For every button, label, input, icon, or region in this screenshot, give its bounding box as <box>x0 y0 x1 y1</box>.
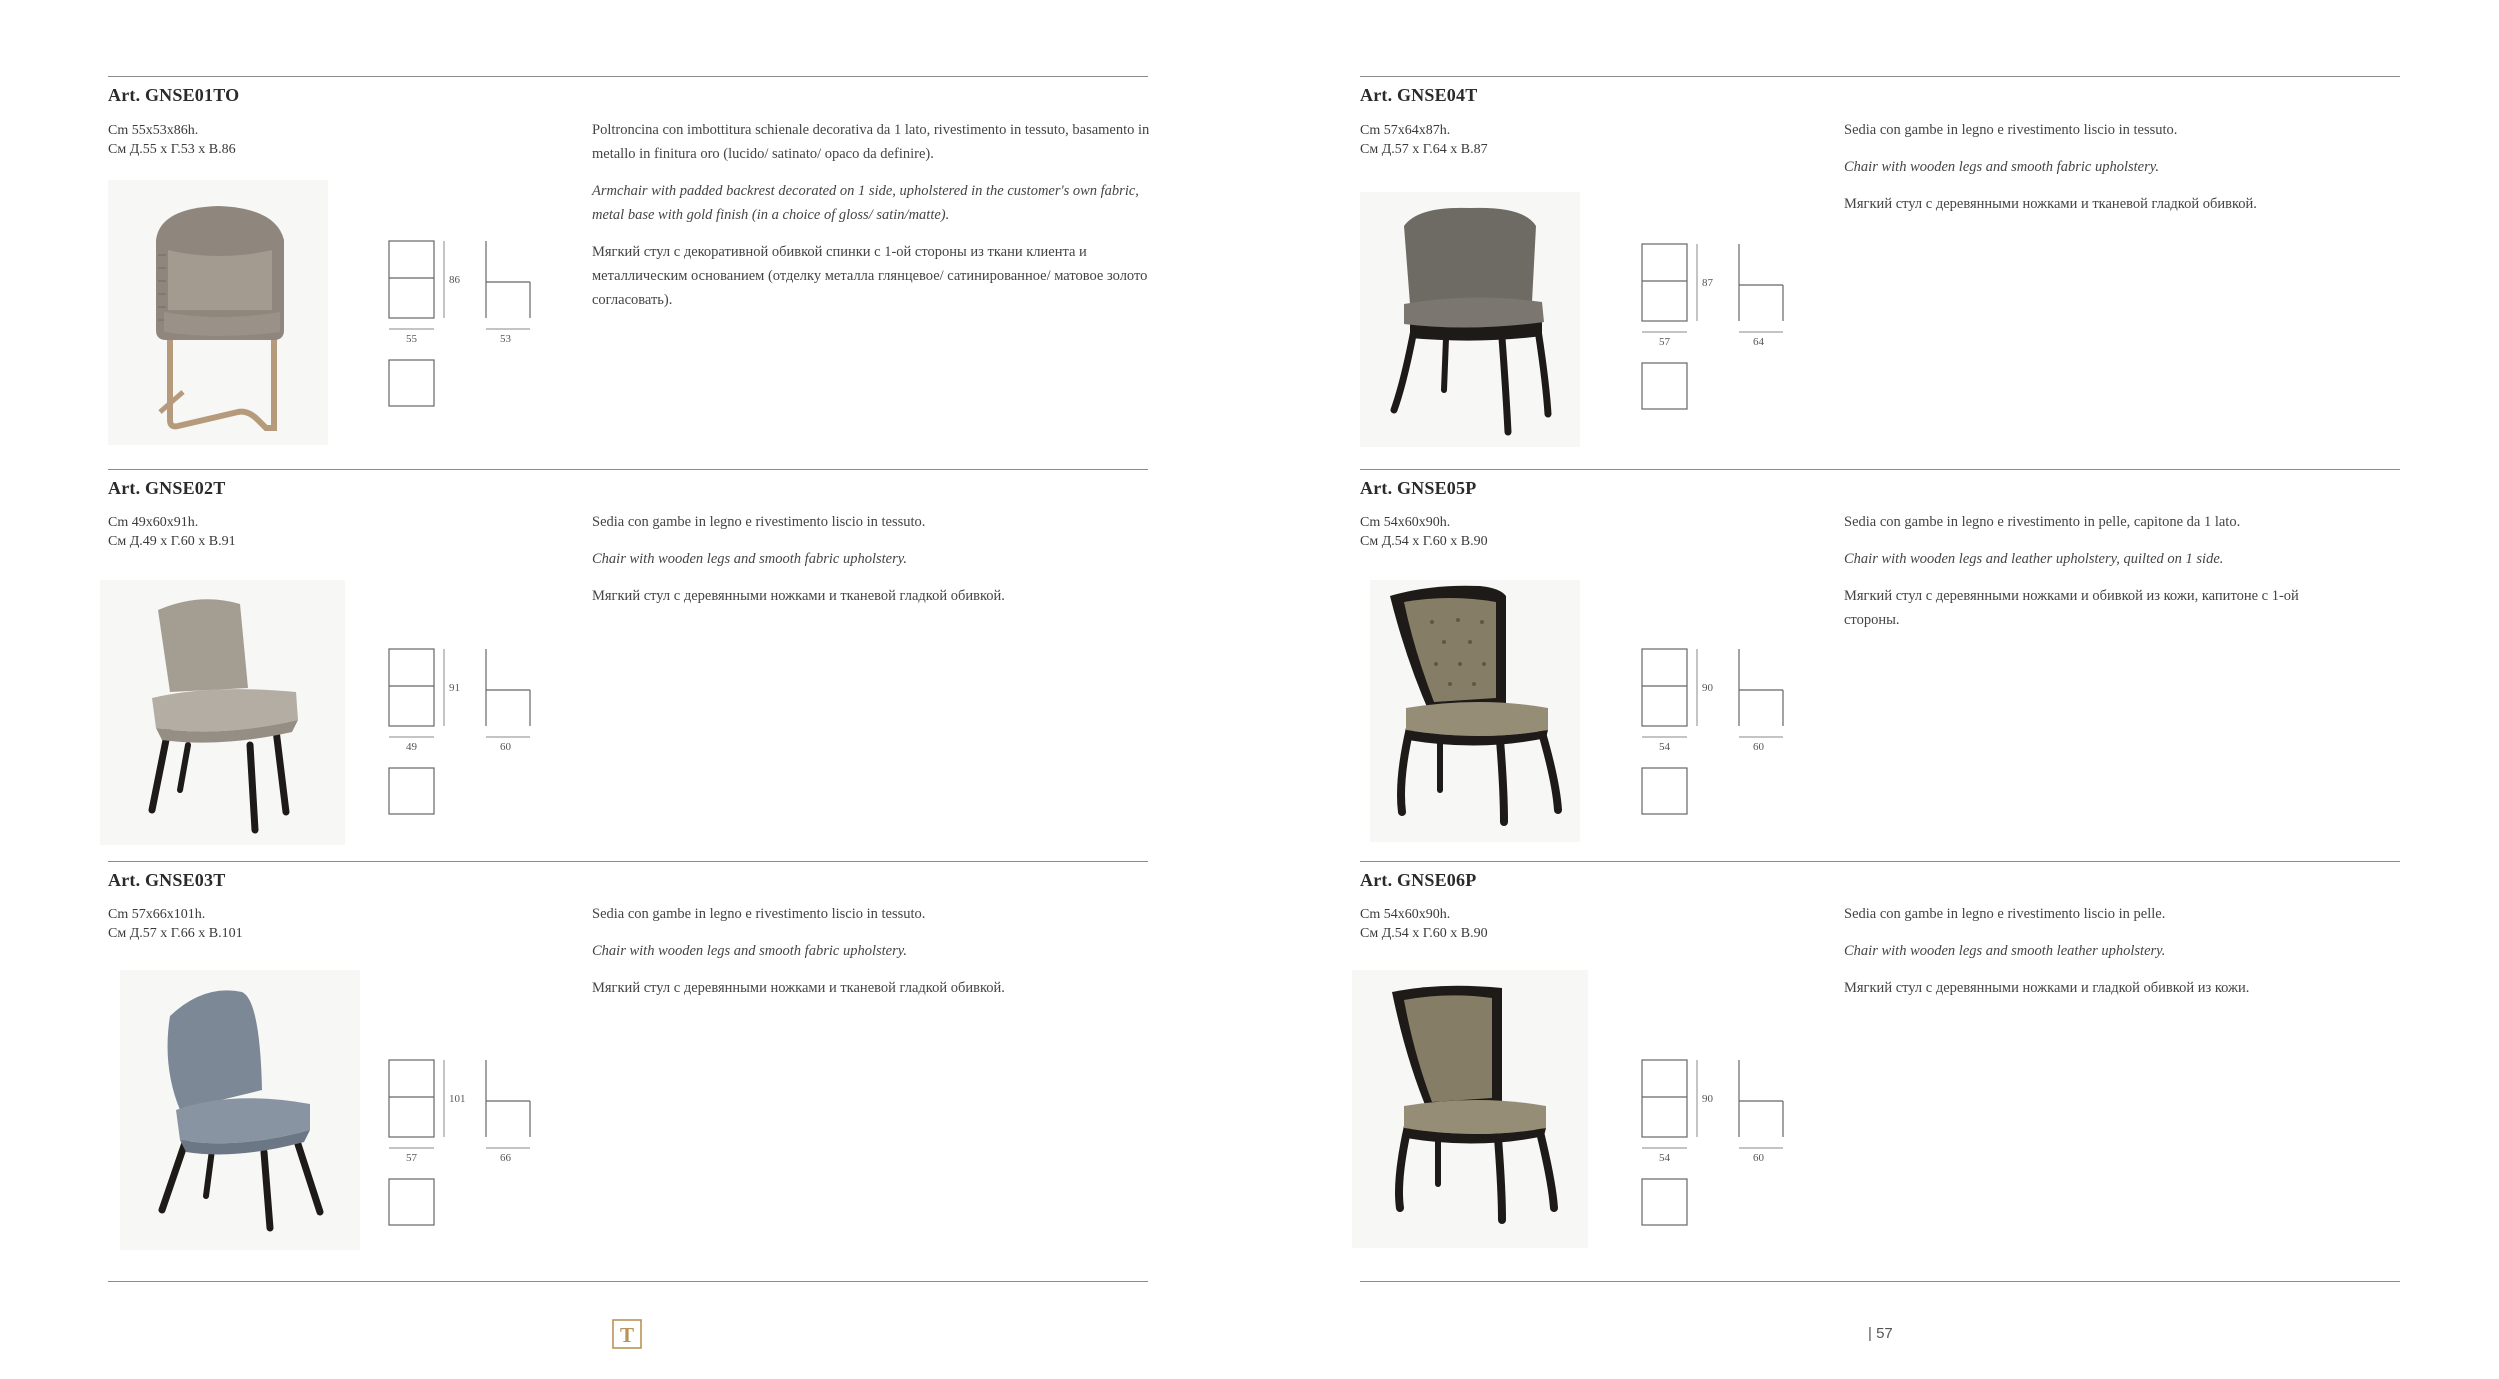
product-description <box>592 118 1152 325</box>
description-en: Chair with wooden legs and leather upholstery, quilted on 1 side. <box>1844 551 2224 567</box>
product-title: Art. GNSE06P <box>1360 870 1477 890</box>
product-description <box>592 902 1152 1013</box>
brand-logo <box>612 1319 642 1349</box>
height-label: 91 <box>449 682 460 694</box>
product-dimensions <box>1360 905 1488 943</box>
armchair-photo <box>108 180 328 445</box>
product-description <box>1844 510 2344 645</box>
dimensions-cm: Cm 57x64x87h. <box>1360 123 1451 138</box>
section-rule <box>108 469 1148 470</box>
dimension-diagram <box>1641 648 1801 848</box>
product-dimensions <box>108 513 236 551</box>
dimensions-ru: См Д.54 х Г.60 х В.90 <box>1360 534 1488 549</box>
product-title: Art. GNSE05P <box>1360 478 1477 498</box>
product-dimensions <box>1360 121 1488 159</box>
dimensions-cm: Cm 54x60x90h. <box>1360 515 1451 530</box>
description-ru: Мягкий стул с деревянными ножками и обивкой из кожи, капитоне с 1-ой стороны. <box>1844 588 2299 628</box>
description-it: Sedia con gambe in legno e rivestimento liscio in tessuto. <box>592 514 926 530</box>
dimension-diagram <box>388 648 548 848</box>
dimensions-ru: См Д.55 х Г.53 х В.86 <box>108 142 236 157</box>
description-it: Poltroncina con imbottitura schienale decorativa da 1 lato, rivestimento in tessuto, basamento in metallo in finitura oro (lucido/ satinato/ opaco da definire). <box>592 122 1150 162</box>
product-title: Art. GNSE03T <box>108 870 226 890</box>
depth-label: 60 <box>1753 1152 1764 1164</box>
width-label: 57 <box>406 1152 417 1164</box>
height-label: 90 <box>1702 1093 1713 1105</box>
section-rule <box>1360 76 2400 77</box>
product-title: Art. GNSE02T <box>108 478 226 498</box>
section-rule <box>1360 861 2400 862</box>
leather-chair-photo <box>1352 970 1588 1248</box>
dimensions-cm: Cm 55x53x86h. <box>108 123 199 138</box>
footer-rule <box>1360 1281 2400 1282</box>
section-rule <box>108 861 1148 862</box>
width-label: 55 <box>406 333 417 345</box>
description-it: Sedia con gambe in legno e rivestimento in pelle, capitone da 1 lato. <box>1844 514 2241 530</box>
height-label: 101 <box>449 1093 466 1105</box>
depth-label: 64 <box>1753 336 1764 348</box>
page-number: | 57 <box>1868 1325 1893 1342</box>
chair-photo <box>120 970 360 1250</box>
dimensions-ru: См Д.54 х Г.60 х В.90 <box>1360 926 1488 941</box>
description-en: Chair with wooden legs and smooth fabric upholstery. <box>592 943 907 959</box>
description-en: Chair with wooden legs and smooth fabric upholstery. <box>1844 159 2159 175</box>
dimension-diagram <box>388 240 548 440</box>
depth-label: 53 <box>500 333 511 345</box>
height-label: 90 <box>1702 682 1713 694</box>
description-en: Armchair with padded backrest decorated on 1 side, upholstered in the customer's own fabric, metal base with gold finish (in a choice of gloss/ satin/matte). <box>592 183 1139 223</box>
dimensions-ru: См Д.57 х Г.64 х В.87 <box>1360 142 1488 157</box>
footer-rule <box>108 1281 1148 1282</box>
product-title: Art. GNSE04T <box>1360 85 1478 105</box>
width-label: 54 <box>1659 741 1670 753</box>
description-ru: Мягкий стул с деревянными ножками и тканевой гладкой обивкой. <box>592 980 1005 996</box>
dimensions-cm: Cm 57x66x101h. <box>108 907 206 922</box>
description-ru: Мягкий стул с деревянными ножками и гладкой обивкой из кожи. <box>1844 980 2250 996</box>
dimensions-ru: См Д.57 х Г.66 х В.101 <box>108 926 243 941</box>
description-en: Chair with wooden legs and smooth leather upholstery. <box>1844 943 2166 959</box>
logo-letter: T <box>619 1323 635 1347</box>
product-description <box>1844 118 2404 229</box>
depth-label: 60 <box>1753 741 1764 753</box>
dimensions-cm: Cm 49x60x91h. <box>108 515 199 530</box>
description-it: Sedia con gambe in legno e rivestimento liscio in pelle. <box>1844 906 2166 922</box>
description-it: Sedia con gambe in legno e rivestimento liscio in tessuto. <box>1844 122 2178 138</box>
width-label: 57 <box>1659 336 1670 348</box>
dimension-diagram <box>388 1059 548 1259</box>
quilted-chair-photo <box>1370 580 1580 842</box>
dimensions-cm: Cm 54x60x90h. <box>1360 907 1451 922</box>
height-label: 86 <box>449 274 460 286</box>
depth-label: 60 <box>500 741 511 753</box>
description-it: Sedia con gambe in legno e rivestimento liscio in tessuto. <box>592 906 926 922</box>
description-en: Chair with wooden legs and smooth fabric upholstery. <box>592 551 907 567</box>
height-label: 87 <box>1702 277 1713 289</box>
dimension-diagram <box>1641 1059 1801 1259</box>
product-dimensions <box>1360 513 1488 551</box>
chair-photo <box>100 580 345 845</box>
depth-label: 66 <box>500 1152 511 1164</box>
product-description <box>1844 902 2404 1013</box>
width-label: 54 <box>1659 1152 1670 1164</box>
chair-photo <box>1360 192 1580 447</box>
description-ru: Мягкий стул с деревянными ножками и тканевой гладкой обивкой. <box>1844 196 2257 212</box>
width-label: 49 <box>406 741 417 753</box>
product-dimensions <box>108 121 236 159</box>
dimension-diagram <box>1641 243 1801 443</box>
section-rule <box>1360 469 2400 470</box>
description-ru: Мягкий стул с декоративной обивкой спинки с 1-ой стороны из ткани клиента и металлическим основанием (отделку металла глянцевое/ сатинированное/ матовое золото согласовать). <box>592 244 1148 308</box>
dimensions-ru: См Д.49 х Г.60 х В.91 <box>108 534 236 549</box>
section-rule <box>108 76 1148 77</box>
product-title: Art. GNSE01TO <box>108 85 240 105</box>
description-ru: Мягкий стул с деревянными ножками и тканевой гладкой обивкой. <box>592 588 1005 604</box>
product-dimensions <box>108 905 243 943</box>
product-description <box>592 510 1152 621</box>
